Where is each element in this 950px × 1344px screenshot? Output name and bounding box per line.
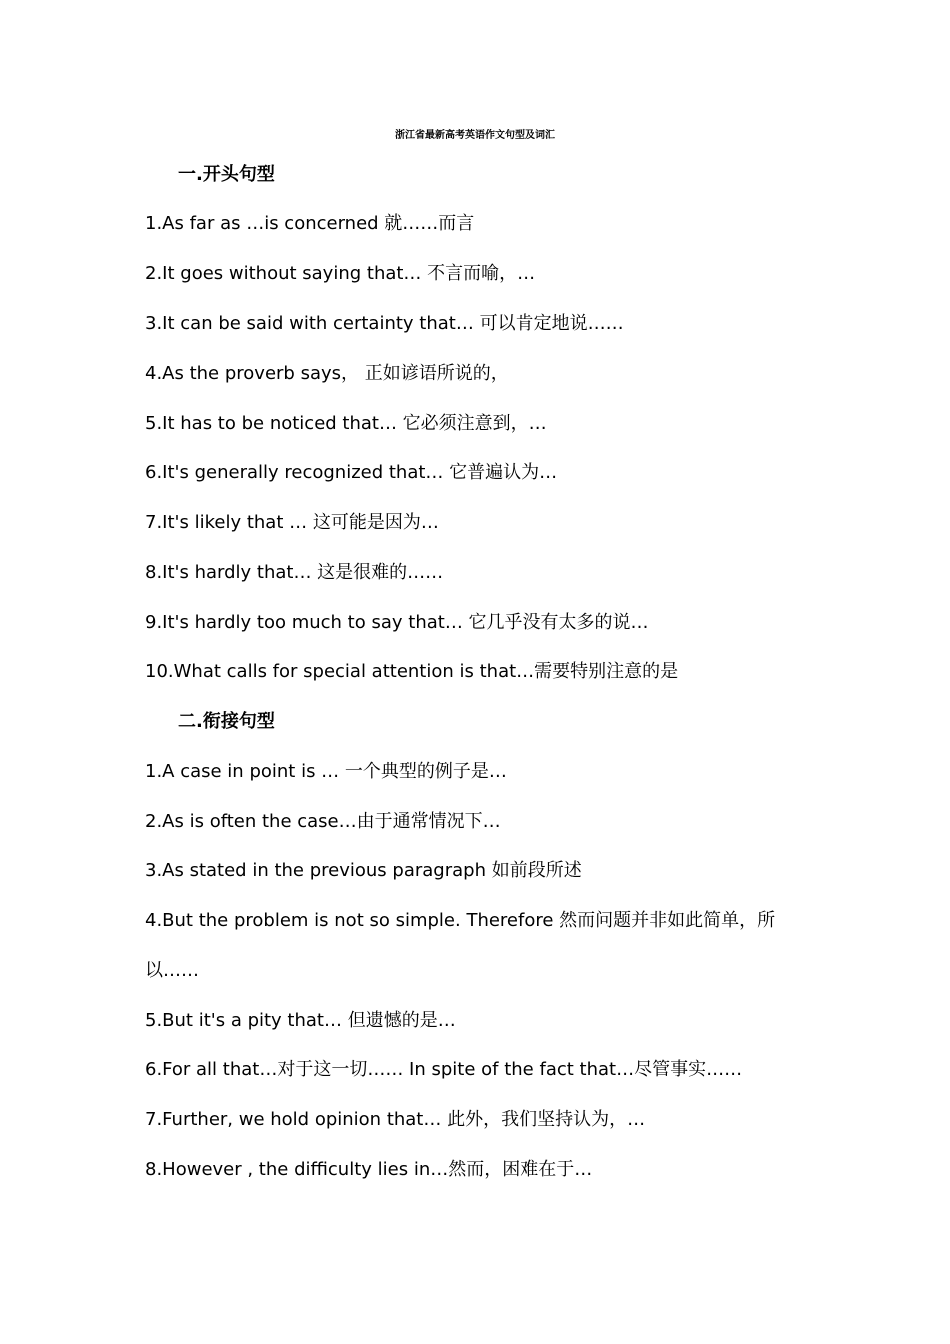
sentence-pattern-line: 8.It's hardly that… 这是很难的……	[145, 562, 444, 583]
sentence-pattern-line: 4.As the proverb says， 正如谚语所说的，	[145, 363, 509, 384]
sentence-pattern-line: 5.But it's a pity that… 但遗憾的是…	[145, 1010, 456, 1031]
sentence-pattern-line: 1.A case in point is … 一个典型的例子是…	[145, 761, 507, 782]
sentence-pattern-line: 3.As stated in the previous paragraph 如前段所述	[145, 860, 582, 881]
sentence-pattern-line: 7.Further, we hold opinion that… 此外，我们坚持认为，…	[145, 1109, 646, 1130]
sentence-pattern-line: 5.It has to be noticed that… 它必须注意到，…	[145, 413, 547, 434]
page-title: 浙江省最新高考英语作文句型及词汇	[395, 130, 555, 141]
sentence-pattern-line: 3.It can be said with certainty that… 可以肯定地说……	[145, 313, 624, 334]
sentence-pattern-line: 2.As is often the case…由于通常情况下…	[145, 811, 501, 832]
sentence-pattern-line: 7.It's likely that … 这可能是因为…	[145, 512, 439, 533]
section-heading-transition: 二.衔接句型	[178, 711, 275, 732]
sentence-pattern-line: 6.For all that…对于这一切…… In spite of the fact that…尽管事实……	[145, 1059, 743, 1080]
sentence-pattern-line: 8.However , the difficulty lies in…然而，困难在于…	[145, 1159, 593, 1180]
sentence-pattern-line: 10.What calls for special attention is that…需要特别注意的是	[145, 661, 679, 682]
sentence-pattern-line: 9.It's hardly too much to say that… 它几乎没有太多的说…	[145, 612, 649, 633]
sentence-pattern-line-continued: 以……	[145, 960, 199, 981]
sentence-pattern-line: 4.But the problem is not so simple. Therefore 然而问题并非如此简单，所	[145, 910, 776, 931]
section-heading-opening: 一.开头句型	[178, 164, 275, 185]
sentence-pattern-line: 2.It goes without saying that… 不言而喻，…	[145, 263, 536, 284]
sentence-pattern-line: 6.It's generally recognized that… 它普遍认为…	[145, 462, 558, 483]
sentence-pattern-line: 1.As far as …is concerned 就……而言	[145, 213, 475, 234]
